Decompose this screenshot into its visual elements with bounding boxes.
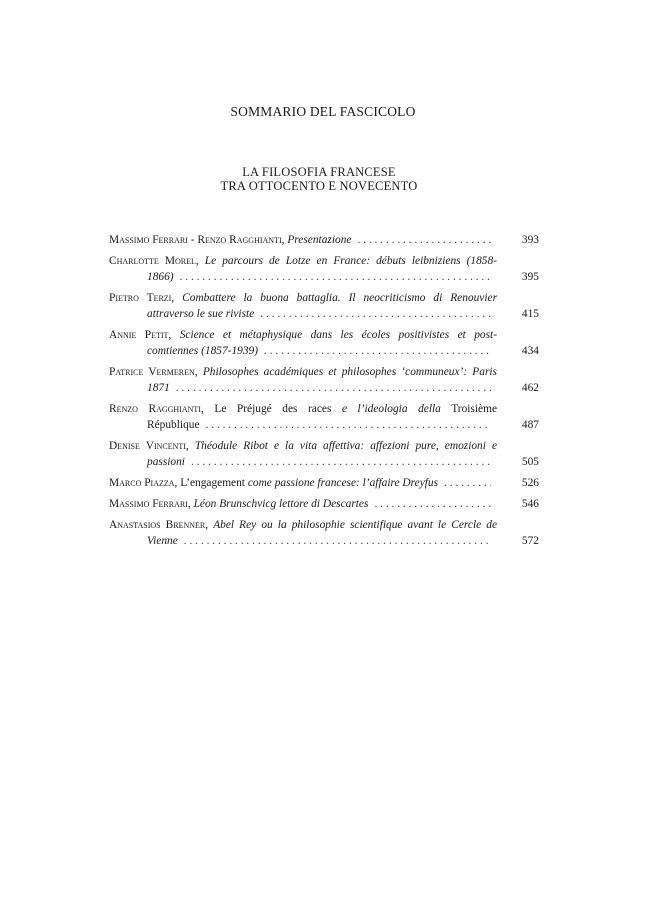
toc-entry [109,253,539,285]
toc-entry [109,401,539,433]
toc-separator: , [205,519,214,531]
toc-entry-line-1 [109,364,497,380]
toc-entry-line-1 [109,496,497,512]
toc-entry-line-1 [109,517,497,533]
dot-leader [444,475,491,491]
toc-title-continuation: comtiennes (1857-1939) [147,345,259,357]
toc-entry-line-2 [109,417,497,433]
toc-title-continuation: passioni [147,456,185,468]
toc-page-number: 393 [521,234,539,246]
dot-leader [206,417,491,433]
toc-title: Combattere la buona battaglia. Il neocriticismo di Renouvier [182,292,497,304]
toc-separator: , [168,329,180,341]
toc-page-number: 415 [521,308,539,320]
toc-author: Massimo Ferrari [109,498,188,510]
toc-entry [109,290,539,322]
toc-separator: , [185,440,195,452]
toc-entry [109,475,539,491]
dot-leader [191,454,491,470]
toc-entry [109,517,539,549]
toc-title-continuation: République [147,419,200,431]
section-subtitle-line-1: LA FILOSOFIA FRANCESE [242,165,396,179]
dot-leader [184,533,491,549]
toc-title-part: e l’ideologia della [341,403,441,415]
toc-entry-line-1 [109,438,497,454]
toc-separator: , [281,234,288,246]
dot-leader [264,343,491,359]
toc-title-continuation: 1871 [147,382,170,394]
toc-entry-line-1 [109,232,497,248]
toc-entry-line-1 [109,327,497,343]
toc-author: Denise Vincenti [109,440,186,452]
toc-title: Léon Brunschvicg lettore di Descartes [193,498,369,510]
toc-title: Philosophes académiques et philosophes ‘communeux’: Paris [202,366,497,378]
dot-leader [260,306,491,322]
toc-entry-line-2 [109,343,497,359]
toc-separator: , [171,292,183,304]
toc-author: Anastasios Brenner [109,519,206,531]
toc-author: Massimo Ferrari - Renzo Ragghianti [109,234,282,246]
toc-title: Abel Rey ou la philosophie scientifique avant le Cercle de [213,519,497,531]
dot-leader [357,232,491,248]
toc-entry [109,327,539,359]
section-subtitle-line-2: TRA OTTOCENTO E NOVECENTO [220,179,418,193]
toc-entry [109,364,539,396]
toc-page-number: 526 [521,477,539,489]
toc-title-part: come passione francese: l’affaire Dreyfus [244,477,439,489]
toc-author: Annie Petit [109,329,169,341]
toc-title-continuation: 1866) [147,271,174,283]
page-title: SOMMARIO DEL FASCICOLO [230,104,416,119]
toc-entry [109,496,539,512]
dot-leader [180,269,491,285]
toc-title: Science et métaphysique dans les écoles positivistes et post- [179,329,497,341]
table-of-contents [109,232,539,554]
toc-title-continuation: attraverso le sue riviste [147,308,255,320]
toc-page-number: 434 [521,345,539,357]
toc-entry-line-1 [109,401,497,417]
toc-entry-line-2 [109,454,497,470]
dot-leader [374,496,491,512]
toc-separator: , [195,255,205,267]
toc-page-number: 572 [521,535,539,547]
toc-entry-line-1 [109,475,497,491]
toc-author: Renzo Ragghianti [109,403,201,415]
toc-separator: , [174,477,181,489]
toc-entry-line-1 [109,290,497,306]
toc-entry-line-2 [109,306,497,322]
toc-separator: , [200,403,215,415]
toc-separator: , [187,498,194,510]
toc-entry-line-1 [109,253,497,269]
toc-page-number: 395 [521,271,539,283]
toc-page-number: 505 [521,456,539,468]
toc-author: Patrice Vermeren [109,366,195,378]
toc-author: Charlotte Morel [109,255,196,267]
toc-title-part: Le Préjugé des races [214,403,342,415]
dot-leader [176,380,491,396]
toc-entry [109,438,539,470]
toc-title-part: L’engagement [180,477,245,489]
toc-page-number: 487 [521,419,539,431]
toc-entry-line-2 [109,269,497,285]
toc-title: Presentazione [287,234,352,246]
toc-title: Le parcours de Lotze en France: débuts leibniziens (1858- [204,255,497,267]
toc-page-number: 462 [521,382,539,394]
toc-entry-line-2 [109,533,497,549]
toc-title-part: Troisième [440,403,497,415]
toc-entry-line-2 [109,380,497,396]
toc-page-number: 546 [521,498,539,510]
toc-entry [109,232,539,248]
toc-title: Théodule Ribot e la vita affettiva: affezioni pure, emozioni e [194,440,497,452]
toc-separator: , [194,366,203,378]
toc-author: Pietro Terzi [109,292,172,304]
toc-author: Marco Piazza [109,477,175,489]
toc-title-continuation: Vienne [147,535,178,547]
